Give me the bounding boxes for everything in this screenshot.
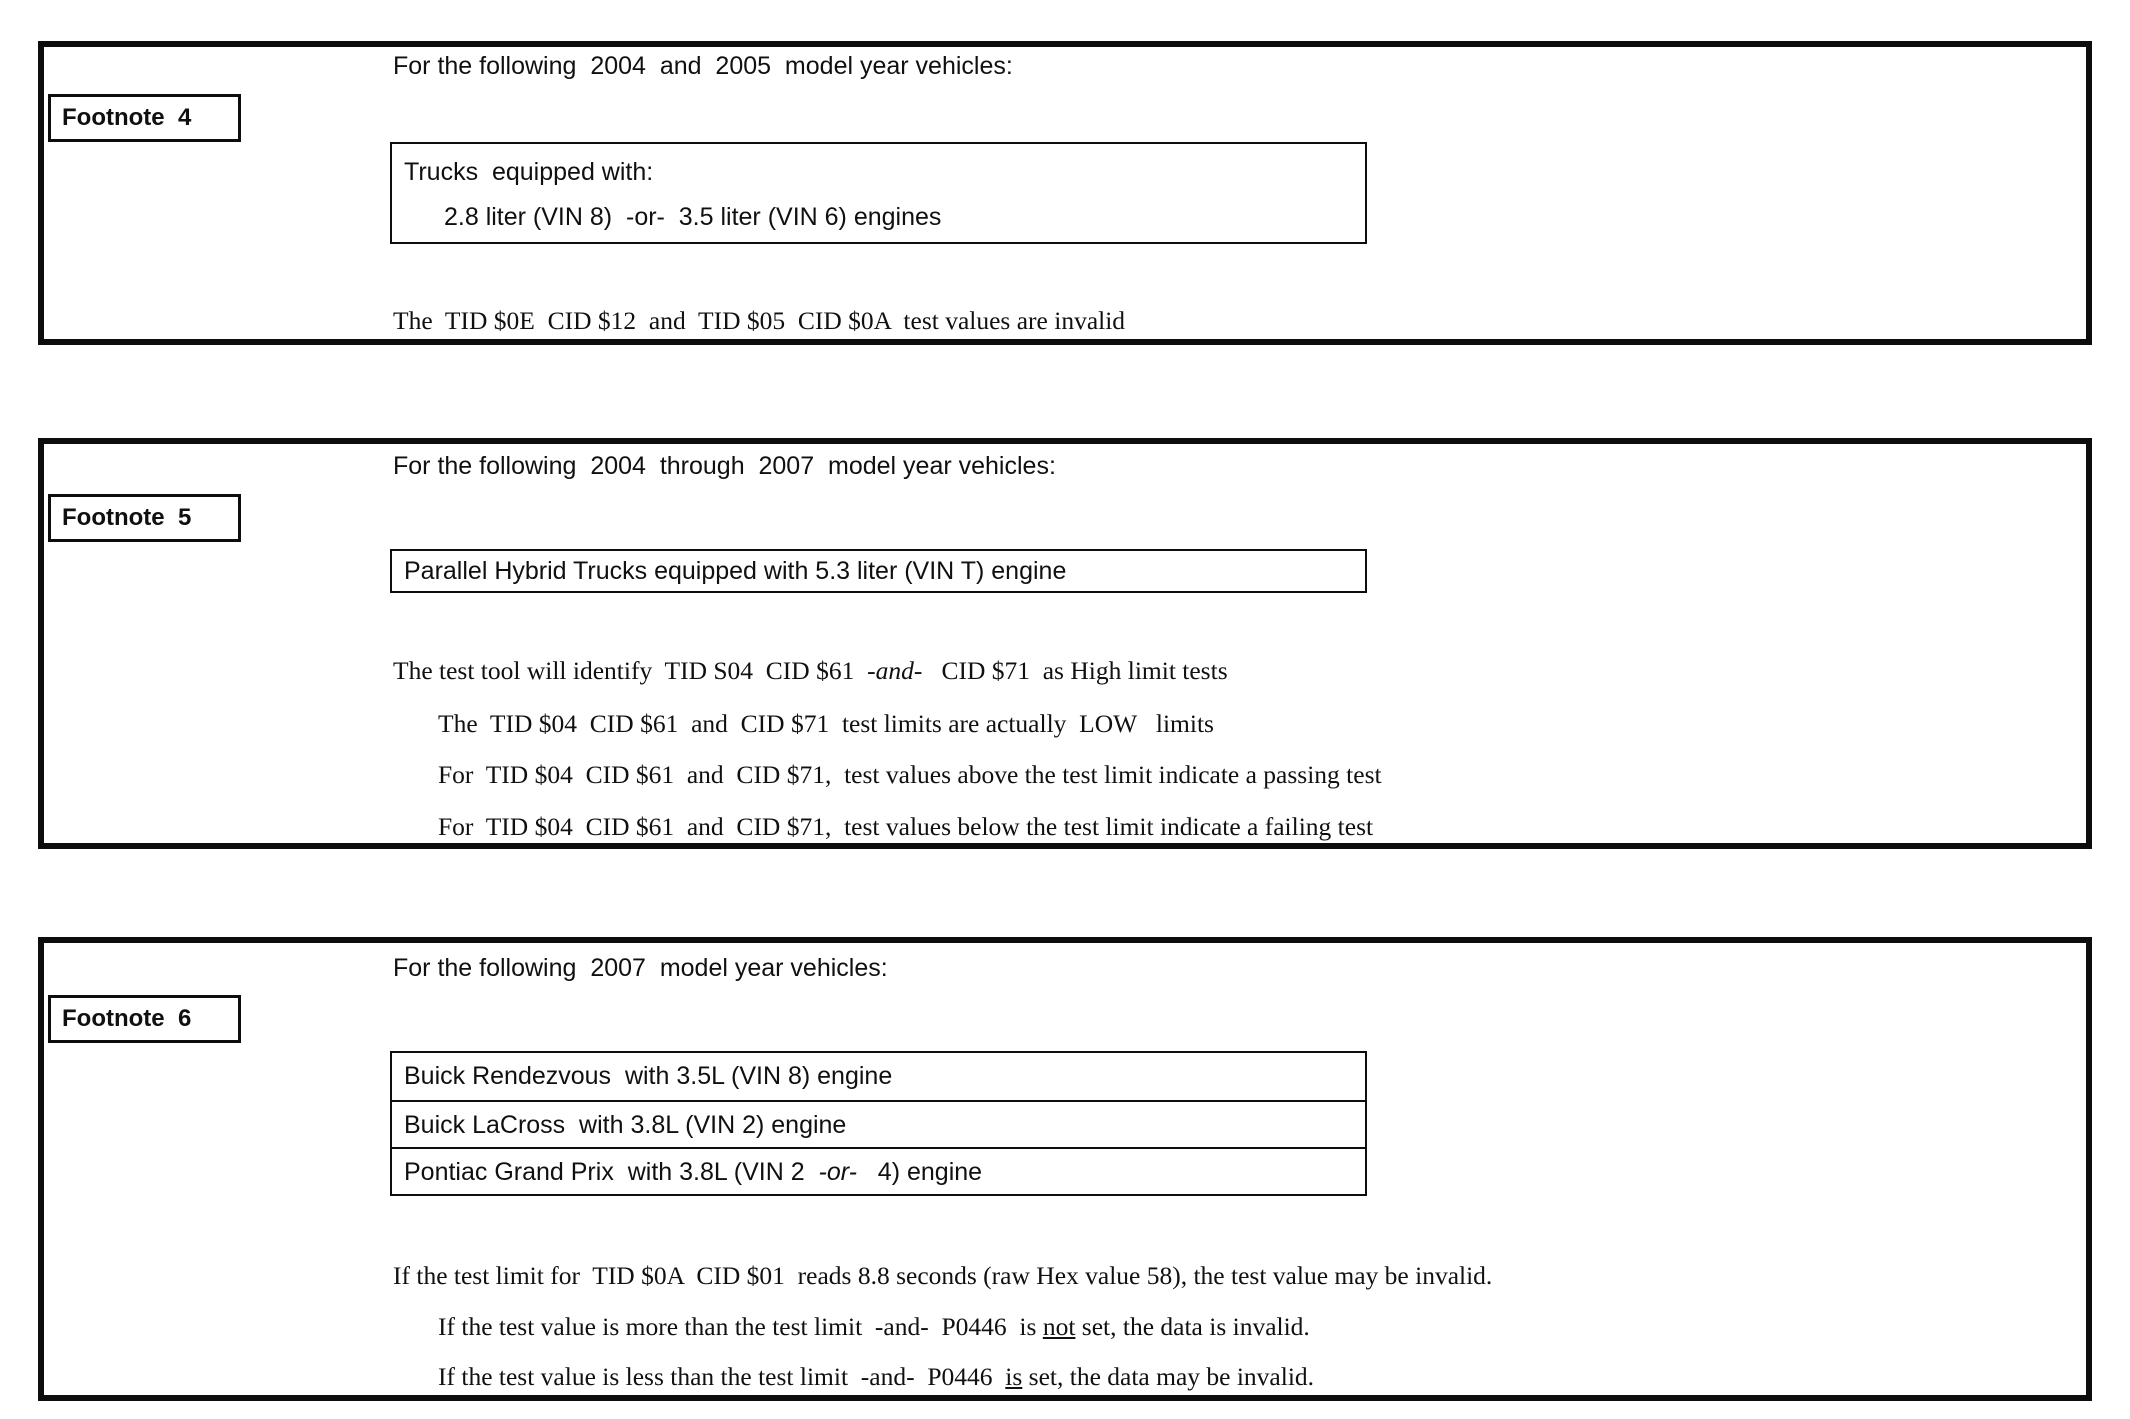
- footnote-4-label-box: [48, 94, 241, 142]
- footnote-4-intro-text: For the following 2004 and 2005 model year vehicles:: [393, 52, 1013, 80]
- vehicle-table-row: Buick Rendezvous with 3.5L (VIN 8) engine: [404, 1062, 893, 1090]
- footnote-4-label-text: Footnote 4: [62, 104, 192, 131]
- footnote-5-label-text: Footnote 5: [62, 504, 192, 531]
- footnote-5-section: [38, 438, 2092, 849]
- footnote-4-vehicle-box: [390, 142, 1367, 244]
- vehicle-line: Trucks equipped with:: [404, 158, 654, 186]
- footnote-6-note-line: If the test value is more than the test limit -and- P0446 is not set, the data is invalid.: [438, 1312, 1310, 1341]
- footnote-6-intro-text: For the following 2007 model year vehicles:: [393, 954, 888, 982]
- footnote-6-note-line: If the test limit for TID $0A CID $01 reads 8.8 seconds (raw Hex value 58), the test value may be invalid.: [393, 1261, 1493, 1290]
- footnote-5-label-box: [48, 494, 241, 542]
- footnote-6-label-text: Footnote 6: [62, 1005, 192, 1032]
- footnote-6-vehicle-table: [390, 1051, 1367, 1196]
- footnote-4-section: [38, 41, 2092, 345]
- footnote-5-vehicle-box: [390, 549, 1367, 593]
- footnote-6-label-box: [48, 995, 241, 1043]
- footnote-5-intro-text: For the following 2004 through 2007 model year vehicles:: [393, 452, 1056, 480]
- footnote-6-section: [38, 937, 2092, 1401]
- footnote-5-note-line: The TID $04 CID $61 and CID $71 test limits are actually LOW limits: [438, 709, 1214, 738]
- vehicle-table-row: Buick LaCross with 3.8L (VIN 2) engine: [392, 1100, 1365, 1147]
- footnote-5-note-line: The test tool will identify TID S04 CID $61 -and- CID $71 as High limit tests: [393, 656, 1228, 685]
- footnote-6-note-line: If the test value is less than the test limit -and- P0446 is set, the data may be invalid.: [438, 1362, 1315, 1391]
- vehicle-line: Parallel Hybrid Trucks equipped with 5.3 liter (VIN T) engine: [404, 556, 1067, 585]
- vehicle-line: 2.8 liter (VIN 8) -or- 3.5 liter (VIN 6) engines: [444, 203, 942, 231]
- footnote-4-note-line: The TID $0E CID $12 and TID $05 CID $0A test values are invalid: [393, 306, 1126, 335]
- vehicle-table-row: Pontiac Grand Prix with 3.8L (VIN 2 -or- 4) engine: [392, 1147, 1365, 1194]
- footnote-5-note-line: For TID $04 CID $61 and CID $71, test values above the test limit indicate a passing test: [438, 760, 1382, 789]
- footnote-5-note-line: For TID $04 CID $61 and CID $71, test values below the test limit indicate a failing test: [438, 812, 1374, 841]
